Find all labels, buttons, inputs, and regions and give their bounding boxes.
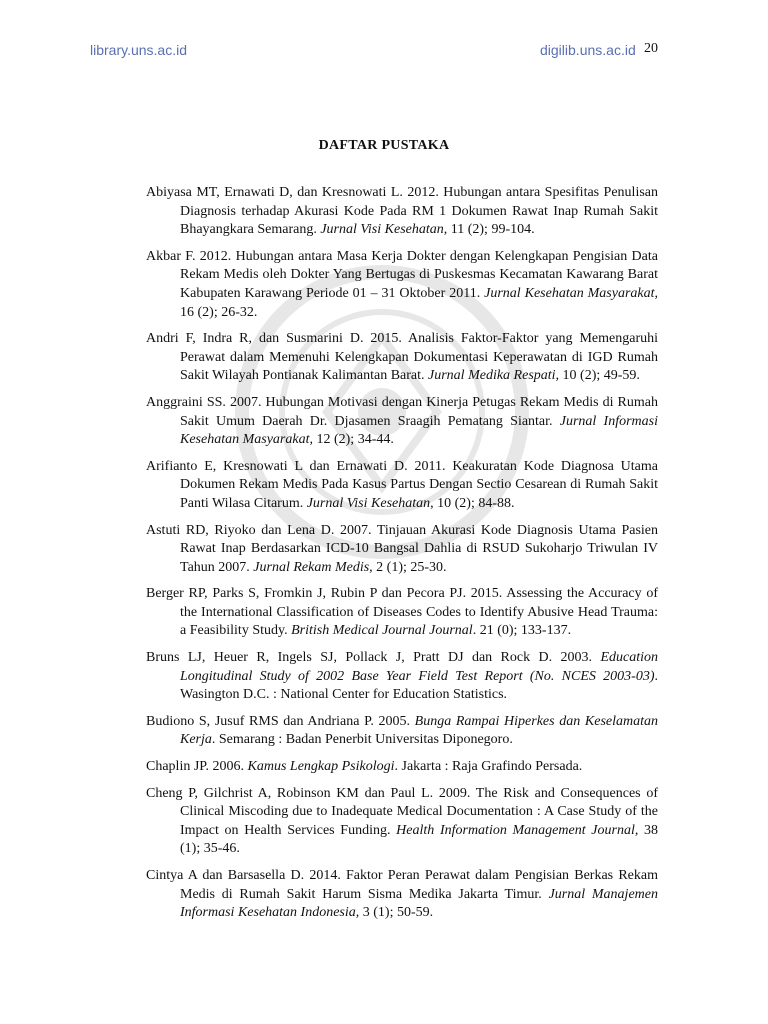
reference-entry: Arifianto E, Kresnowati L dan Ernawati D. 2011. Keakuratan Kode Diagnosa Utama Dokumen Rekam Medis Pada Kasus Partus Dengan Sectio Cesarean di Rumah Sakit Panti Wilasa Citarum. Jurnal Visi Kesehatan, 10 (2); 84-88. [146, 458, 658, 511]
reference-entry: Berger RP, Parks S, Fromkin J, Rubin P dan Pecora PJ. 2015. Assessing the Accuracy of the International Classification of Diseases Codes to Identify Abusive Head Trauma: a Feasibility Study. British Medical Journal Journal. 21 (0); 133-137. [146, 586, 658, 639]
reference-entry: Cintya A dan Barsasella D. 2014. Faktor Peran Perawat dalam Pengisian Berkas Rekam Medis di Rumah Sakit Harum Sisma Medika Jakarta Timur. Jurnal Manajemen Informasi Kesehatan Indonesia, 3 (1); 50-59. [146, 868, 658, 921]
reference-entry: Bruns LJ, Heuer R, Ingels SJ, Pollack J, Pratt DJ dan Rock D. 2003. Education Longitudinal Study of 2002 Base Year Field Test Report (No. NCES 2003-03). Wasington D.C. : National Center for Education Statistics. [146, 650, 658, 703]
reference-list [146, 184, 658, 931]
header-site-url-right[interactable]: digilib.uns.ac.id [540, 42, 636, 58]
header-site-url-left[interactable]: library.uns.ac.id [90, 42, 188, 58]
page-number: 20 [644, 41, 658, 56]
reference-entry: Astuti RD, Riyoko dan Lena D. 2007. Tinjauan Akurasi Kode Diagnosis Utama Pasien Rawat Inap Berdasarkan ICD-10 Bangsal Dahlia di RSUD Sukoharjo Triwulan IV Tahun 2007. Jurnal Rekam Medis, 2 (1); 25-30. [146, 522, 658, 575]
page-title: DAFTAR PUSTAKA [318, 138, 450, 153]
reference-entry: Budiono S, Jusuf RMS dan Andriana P. 2005. Bunga Rampai Hiperkes dan Keselamatan Kerja. Semarang : Badan Penerbit Universitas Diponegoro. [146, 713, 658, 748]
reference-entry: Andri F, Indra R, dan Susmarini D. 2015. Analisis Faktor-Faktor yang Memengaruhi Perawat dalam Memenuhi Kelengkapan Dokumentasi Keperawatan di IGD Rumah Sakit Wilayah Pontianak Kalimantan Barat. Jurnal Medika Respati, 10 (2); 49-59. [146, 331, 658, 384]
reference-entry: Abiyasa MT, Ernawati D, dan Kresnowati L. 2012. Hubungan antara Spesifitas Penulisan Diagnosis terhadap Akurasi Kode Pada RM 1 Dokumen Rawat Inap Rumah Sakit Bhayangkara Semarang. Jurnal Visi Kesehatan, 11 (2); 99-104. [146, 185, 658, 238]
reference-entry: Chaplin JP. 2006. Kamus Lengkap Psikologi. Jakarta : Raja Grafindo Persada. [146, 759, 583, 775]
reference-entry: Cheng P, Gilchrist A, Robinson KM dan Paul L. 2009. The Risk and Consequences of Clinical Miscoding due to Inadequate Medical Documentation : A Case Study of the Impact on Health Services Funding. Health Information Management Journal, 38 (1); 35-46. [146, 785, 659, 857]
reference-entry: Anggraini SS. 2007. Hubungan Motivasi dengan Kinerja Petugas Rekam Medis di Rumah Sakit Umum Daerah Dr. Djasamen Sraagih Pematang Siantar. Jurnal Informasi Kesehatan Masyarakat, 12 (2); 34-44. [146, 394, 658, 448]
reference-entry: Akbar F. 2012. Hubungan antara Masa Kerja Dokter dengan Kelengkapan Pengisian Data Rekam Medis oleh Dokter Yang Bertugas di Puskesmas Kecamatan Kawarang Barat Kabupaten Karawang Periode 01 – 31 Oktober 2011. Jurnal Kesehatan Masyarakat, 16 (2); 26-32. [146, 248, 659, 320]
